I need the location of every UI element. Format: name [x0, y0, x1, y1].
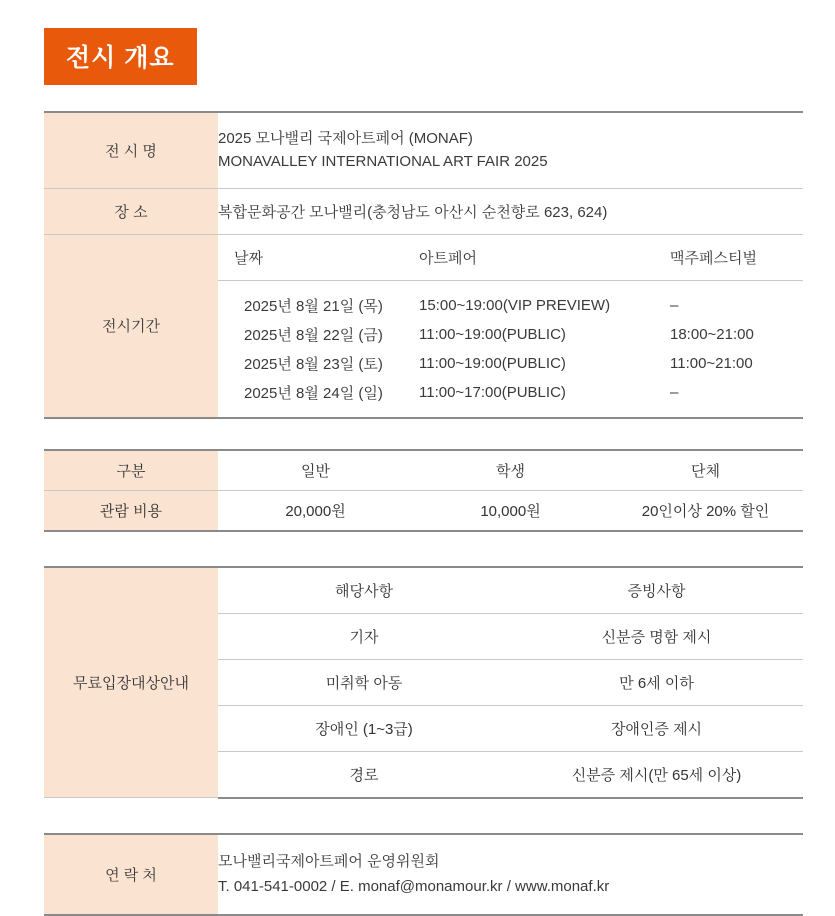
schedule-beer-time: – [670, 296, 679, 314]
free-proof: 장애인증 제시 [510, 705, 803, 751]
schedule-beer-time: 18:00~21:00 [670, 325, 754, 343]
schedule-fair-time: 11:00~19:00(PUBLIC) [419, 325, 566, 343]
contact-organization: 모나밸리국제아트페어 운영위원회 [218, 852, 440, 870]
label-ticket-price: 관람 비용 [44, 490, 218, 531]
table-row-free-header [44, 567, 803, 614]
schedule-fair-time: 11:00~19:00(PUBLIC) [419, 354, 566, 372]
schedule-date: 2025년 8월 24일 (일) [244, 384, 383, 402]
price-header-student: 학생 [413, 450, 608, 491]
schedule-row [218, 320, 803, 349]
schedule-row [218, 349, 803, 378]
schedule-beer-time: – [670, 383, 679, 401]
price-value-general: 20,000원 [218, 490, 413, 531]
value-contact [218, 834, 803, 915]
schedule-date: 2025년 8월 21일 (목) [244, 297, 383, 315]
exhibition-name-en: MONAVALLEY INTERNATIONAL ART FAIR 2025 [218, 153, 548, 171]
schedule-table [218, 235, 803, 417]
table-row-period [44, 234, 803, 418]
table-row-exhibition-name [44, 112, 803, 188]
contact-table [44, 833, 803, 916]
section-spacer [38, 799, 797, 833]
schedule-date: 2025년 8월 23일 (토) [244, 355, 383, 373]
free-header-target: 해당사항 [218, 567, 510, 614]
price-value-group: 20인이상 20% 할인 [608, 490, 803, 531]
contact-details: T. 041-541-0002 / E. monaf@monamour.kr / www.monaf.kr [218, 878, 610, 895]
schedule-header-beer: 맥주페스티벌 [670, 249, 757, 267]
schedule-date: 2025년 8월 22일 (금) [244, 326, 383, 344]
table-row-price-header [44, 450, 803, 491]
schedule-header-fair: 아트페어 [419, 249, 477, 267]
free-target: 기자 [218, 613, 510, 659]
label-period: 전시기간 [44, 234, 218, 418]
price-header-general: 일반 [218, 450, 413, 491]
free-header-proof: 증빙사항 [510, 567, 803, 614]
page-title: 전시 개요 [44, 28, 197, 85]
schedule-header-date: 날짜 [234, 249, 263, 267]
free-target: 미취학 아동 [218, 659, 510, 705]
schedule-header-row [218, 235, 803, 280]
ticket-price-table [44, 449, 803, 532]
section-spacer [38, 532, 797, 566]
label-place: 장 소 [44, 188, 218, 234]
schedule-fair-time: 11:00~17:00(PUBLIC) [419, 383, 566, 401]
label-free-admission: 무료입장대상안내 [44, 567, 218, 798]
schedule-row [218, 280, 803, 320]
value-period [218, 234, 803, 418]
table-row-price-values [44, 490, 803, 531]
value-place: 복합문화공간 모나밸리(충청남도 아산시 순천향로 623, 624) [218, 188, 803, 234]
table-row-contact [44, 834, 803, 915]
section-spacer [38, 419, 797, 449]
free-proof: 만 6세 이하 [510, 659, 803, 705]
label-contact: 연 락 처 [44, 834, 218, 915]
label-exhibition-name: 전 시 명 [44, 112, 218, 188]
free-proof: 신분증 명함 제시 [510, 613, 803, 659]
free-admission-table [44, 566, 803, 799]
label-category: 구분 [44, 450, 218, 491]
price-header-group: 단체 [608, 450, 803, 491]
value-exhibition-name [218, 112, 803, 188]
price-value-student: 10,000원 [413, 490, 608, 531]
schedule-beer-time: 11:00~21:00 [670, 354, 753, 372]
exhibition-info-table [44, 111, 803, 419]
table-row-place [44, 188, 803, 234]
free-target: 장애인 (1~3급) [218, 705, 510, 751]
schedule-row [218, 378, 803, 417]
free-proof: 신분증 제시(만 65세 이상) [510, 751, 803, 798]
schedule-fair-time: 15:00~19:00(VIP PREVIEW) [419, 296, 611, 314]
exhibition-name-ko: 2025 모나밸리 국제아트페어 (MONAF) [218, 130, 473, 147]
free-target: 경로 [218, 751, 510, 798]
